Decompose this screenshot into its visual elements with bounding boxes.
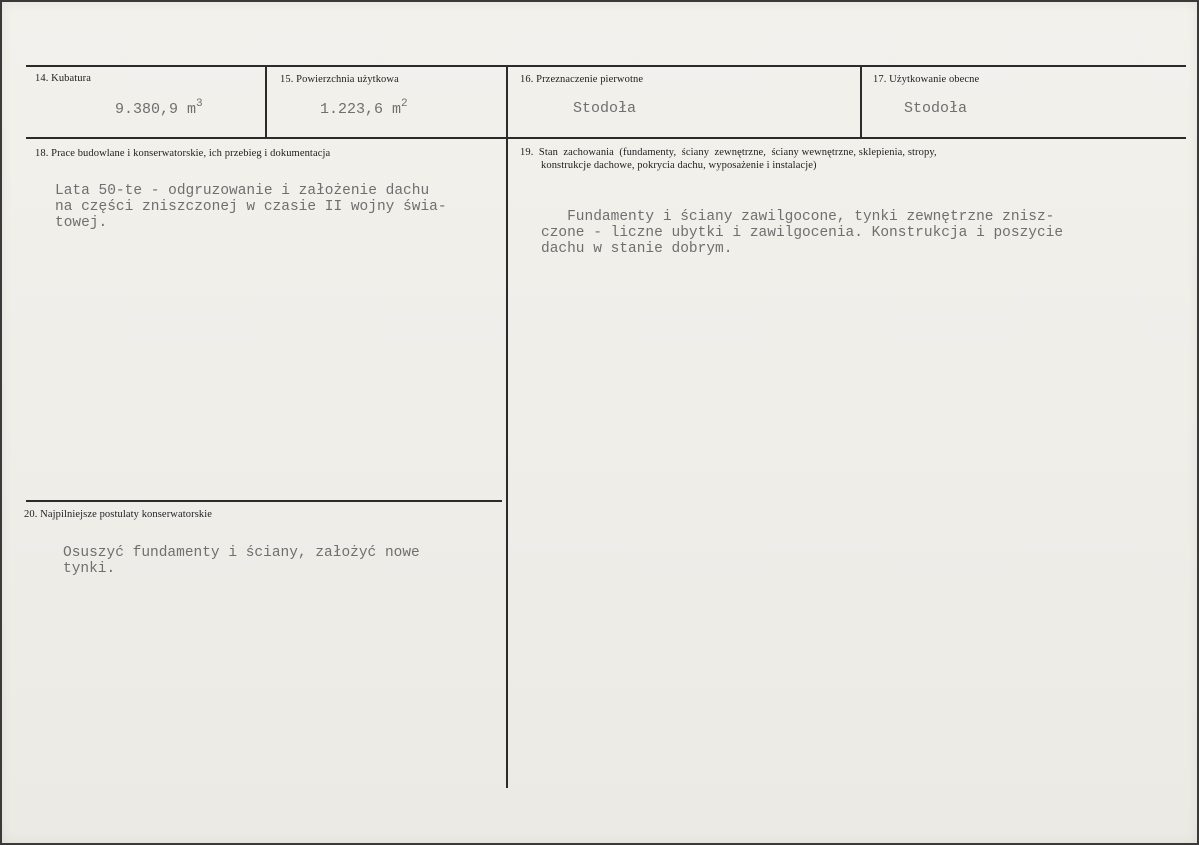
postulaty-top-rule: [26, 500, 502, 502]
uzytkowanie-label: 17. Użytkowanie obecne: [873, 74, 980, 85]
prace-text: [55, 183, 447, 231]
stan-label-line-1: 19. Stan zachowania (fundamenty, ściany zewnętrzne, ściany wewnętrzne, sklepienia, stropy,: [520, 147, 937, 158]
stan-text: [541, 209, 1063, 257]
prace-label: 18. Prace budowlane i konserwatorskie, ich przebieg i dokumentacja: [35, 148, 331, 159]
postulaty-label: 20. Najpilniejsze postulaty konserwatorskie: [24, 509, 213, 520]
uzytkowanie-value: Stodoła: [904, 100, 968, 117]
prace-line-1: Lata 50-te - odgruzowanie i założenie dachu: [55, 183, 430, 199]
postulaty-line-1: Osuszyć fundamenty i ściany, założyć nowe: [63, 545, 420, 561]
row1-bottom-rule: [26, 137, 1186, 139]
top-rule: [26, 65, 1186, 67]
powierzchnia-exponent: 2: [401, 98, 408, 110]
powierzchnia-number: 1.223,6 m: [320, 101, 402, 118]
kubatura-number: 9.380,9 m: [115, 101, 197, 118]
postulaty-text: [63, 545, 420, 577]
przeznaczenie-label: 16. Przeznaczenie pierwotne: [520, 74, 644, 85]
postulaty-line-2: tynki.: [63, 561, 116, 577]
powierzchnia-label: 15. Powierzchnia użytkowa: [280, 74, 399, 85]
col-divider-3: [860, 66, 862, 138]
kubatura-label: 14. Kubatura: [35, 73, 92, 84]
kubatura-exponent: 3: [196, 98, 203, 110]
stan-line-3: dachu w stanie dobrym.: [541, 241, 733, 257]
stan-line-1: Fundamenty i ściany zawilgocone, tynki zewnętrzne znisz-: [541, 209, 1055, 225]
powierzchnia-value: [320, 98, 408, 118]
kubatura-value: [115, 98, 203, 118]
col-divider-main: [506, 66, 508, 788]
przeznaczenie-value: Stodoła: [573, 100, 637, 117]
stan-line-2: czone - liczne ubytki i zawilgocenia. Konstrukcja i poszycie: [541, 225, 1064, 241]
stan-label-line-2: konstrukcje dachowe, pokrycia dachu, wyposażenie i instalacje): [541, 160, 817, 171]
prace-line-2: na części zniszczonej w czasie II wojny świa-: [55, 199, 447, 215]
prace-line-3: towej.: [55, 215, 108, 231]
col-divider-1: [265, 66, 267, 138]
